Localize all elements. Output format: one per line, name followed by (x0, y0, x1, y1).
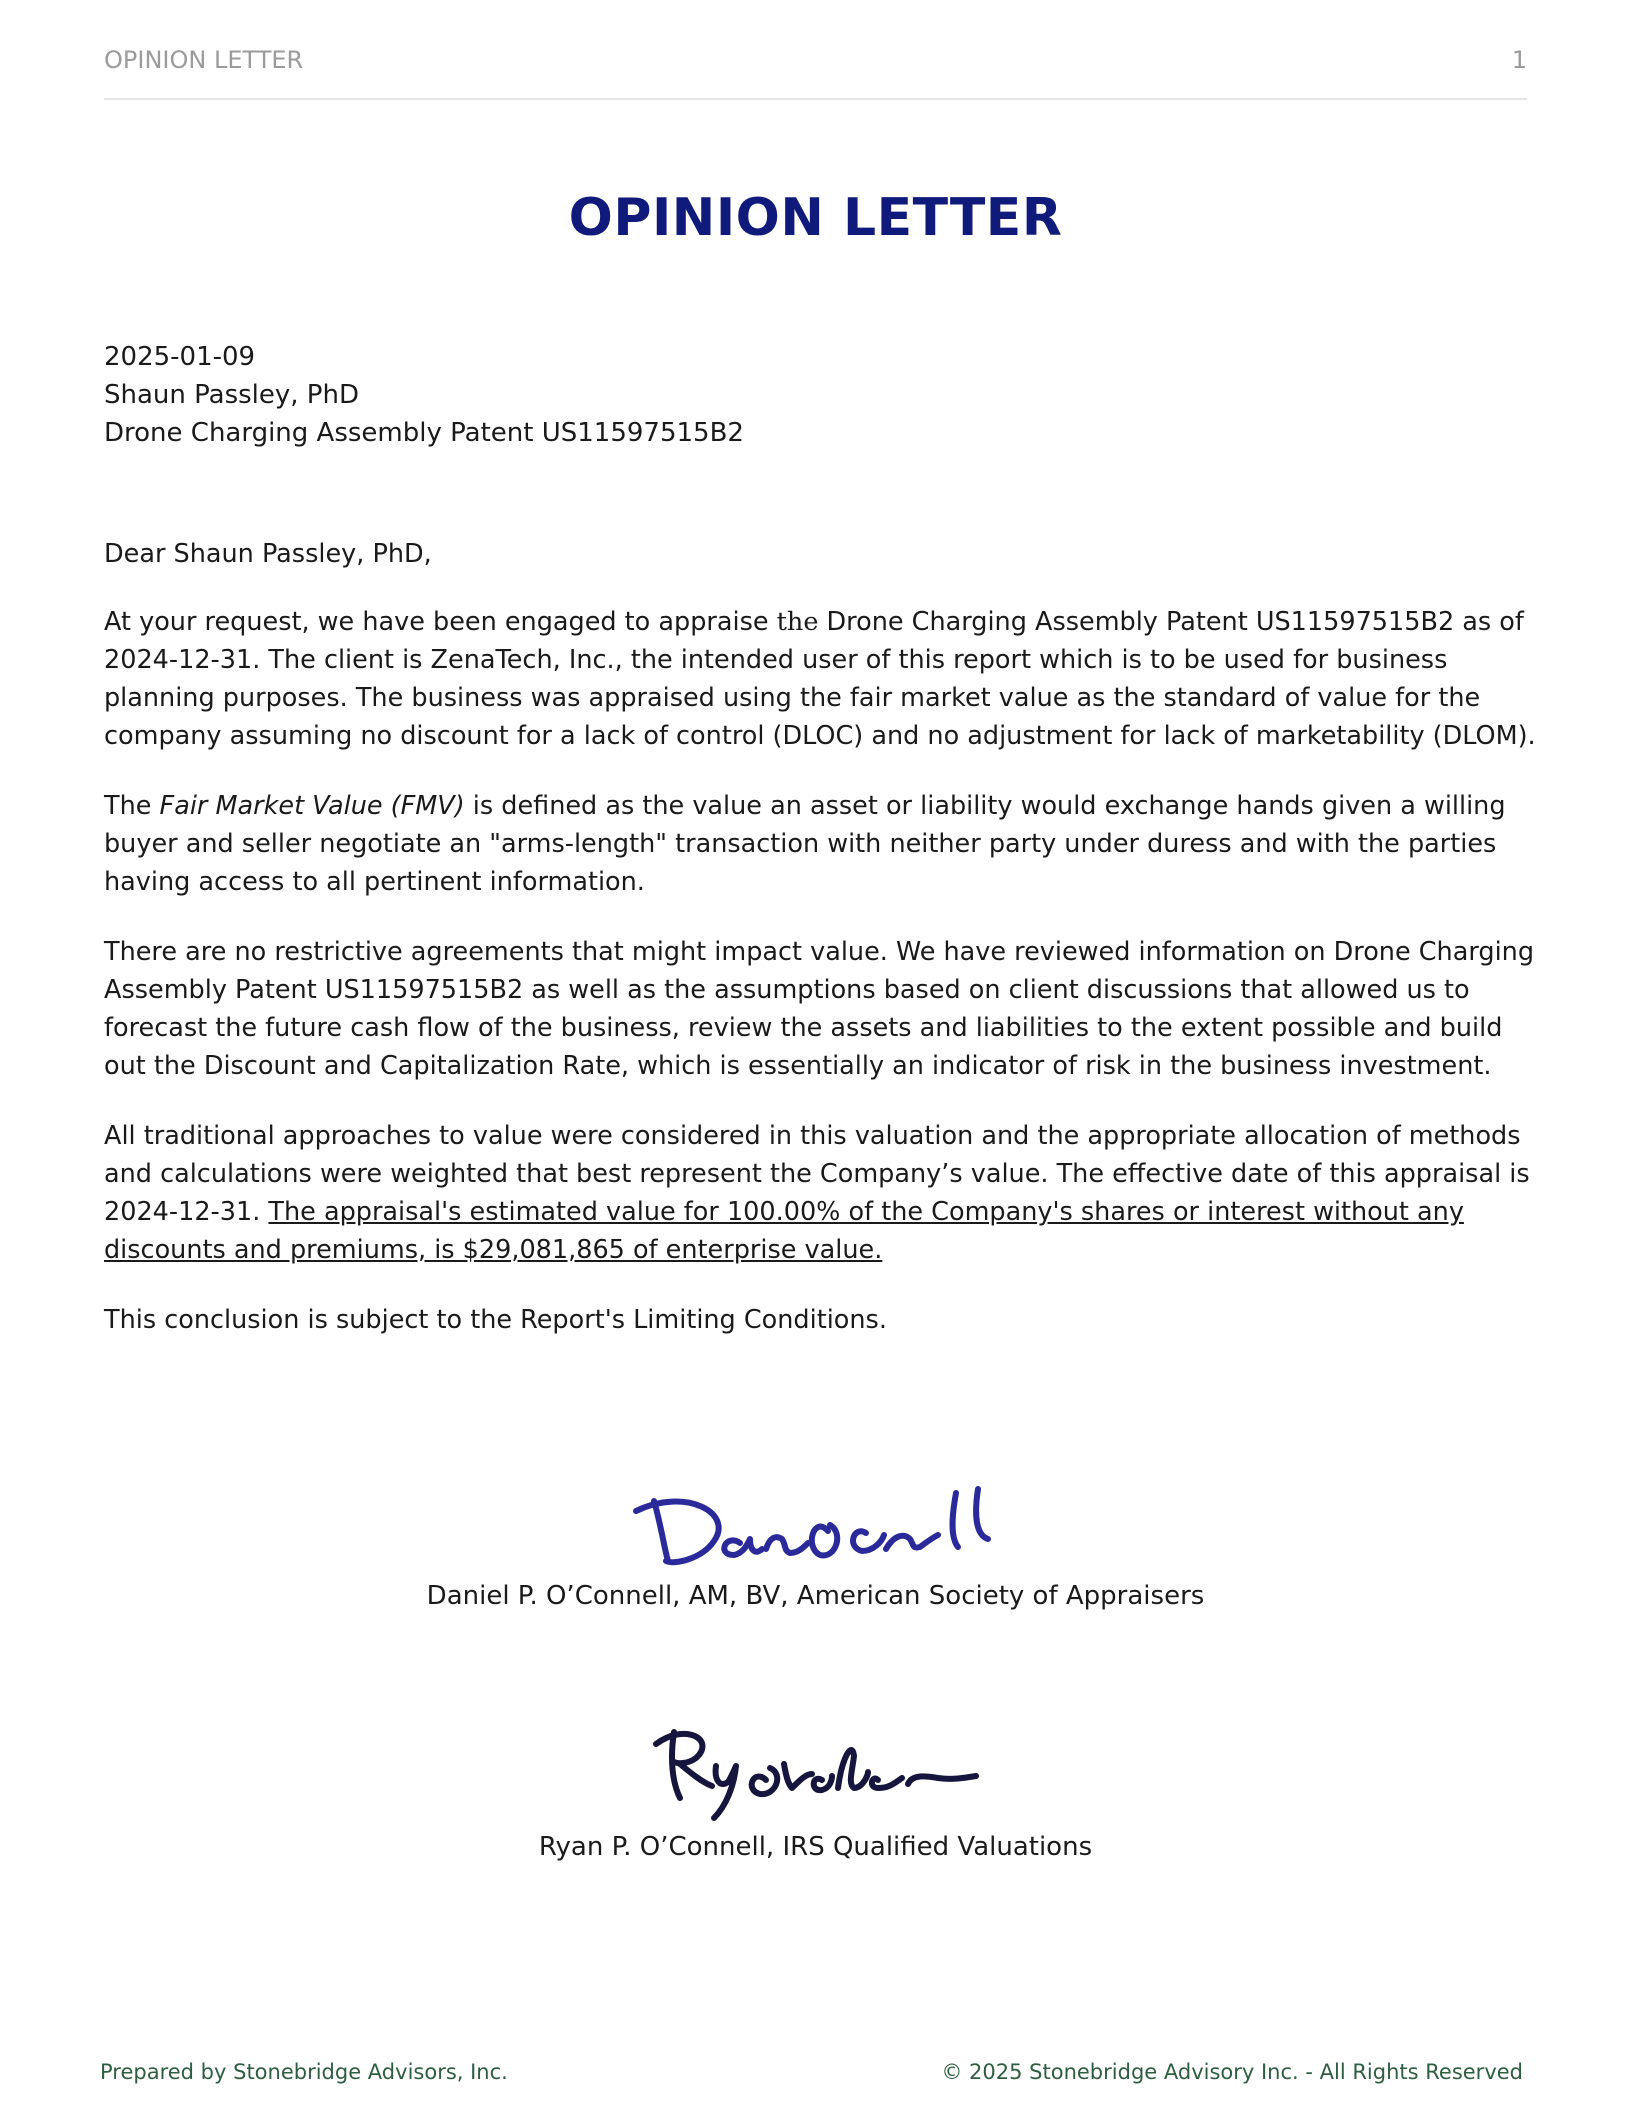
value-conclusion: The appraisal's estimated value for 100.00% of the Company's shares or interest without any discounts and premiums, is $29,081,865 of enterprise value. (104, 1197, 1464, 1265)
paragraph-review: There are no restrictive agreements that might impact value. We have reviewed information on Drone Charging Assembly Patent US11597515B2 as well as the assumptions based on client discussions that allowed us to forecast the future cash flow of the business, review the assets and liabilities to the extent possible and build out the Discount and Capitalization Rate, which is essentially an indicator of risk in the business investment. (104, 937, 1535, 1081)
running-header (104, 46, 1527, 100)
paragraph-engagement-part-a: At your request, we have been engaged to appraise (104, 607, 777, 637)
footer-copyright: © 2025 Stonebridge Advisory Inc. - All Rights Reserved (941, 2060, 1523, 2084)
paragraph-fmv-part-b: is defined as the value an asset or liability would exchange hands given a willing buyer and seller negotiate an "arms-length" transaction with neither party under duress and with the parties having access to all pertinent information. (104, 791, 1506, 897)
footer-prepared-by: Prepared by Stonebridge Advisors, Inc. (100, 2060, 508, 2084)
signature-ryan-image (616, 1718, 1016, 1828)
paragraph-fmv-part-a: The (104, 791, 160, 821)
paragraph-engagement-word-the: the (776, 607, 819, 637)
running-header-title: OPINION LETTER (104, 46, 304, 74)
letter-date: 2025-01-09 (104, 342, 256, 372)
paragraph-limiting-conditions: This conclusion is subject to the Report's Limiting Conditions. (104, 1305, 887, 1335)
paragraph-engagement-part-b: Drone Charging Assembly Patent US11597515B2 as of 2024-12-31. The client is ZenaTech, Inc., the intended user of this report which is to be used for business planning purposes. The business was appraised using the fair market value as the standard of value for the company assuming no discount for a lack of control (DLOC) and no adjustment for lack of marketability (DLOM). (104, 607, 1536, 751)
address-block (104, 338, 744, 452)
signature-block-ryan (0, 1718, 1631, 1862)
signature-block-daniel (0, 1475, 1631, 1611)
signature-daniel-image (616, 1475, 1016, 1575)
page-number: 1 (1511, 46, 1527, 74)
document-title: OPINION LETTER (568, 188, 1063, 248)
signer-name-daniel: Daniel P. O’Connell, AM, BV, American Society of Appraisers (426, 1581, 1205, 1611)
paragraph-engagement (104, 603, 1544, 755)
letter-body (104, 535, 1544, 1371)
page-footer (100, 2060, 1523, 2084)
salutation: Dear Shaun Passley, PhD, (104, 539, 432, 569)
letter-subject: Drone Charging Assembly Patent US11597515B2 (104, 418, 744, 448)
paragraph-conclusion-part-a: All traditional approaches to value were considered in this valuation and the appropriate allocation of methods and calculations were weighted that best represent the Company’s value. The effective date of this appraisal is 2024-12-31. (104, 1121, 1530, 1227)
fmv-term: Fair Market Value (FMV) (159, 791, 465, 821)
recipient-name: Shaun Passley, PhD (104, 380, 359, 410)
signer-name-ryan: Ryan P. O’Connell, IRS Qualified Valuations (538, 1832, 1093, 1862)
paragraph-conclusion (104, 1117, 1544, 1269)
paragraph-fmv-definition (104, 787, 1544, 901)
